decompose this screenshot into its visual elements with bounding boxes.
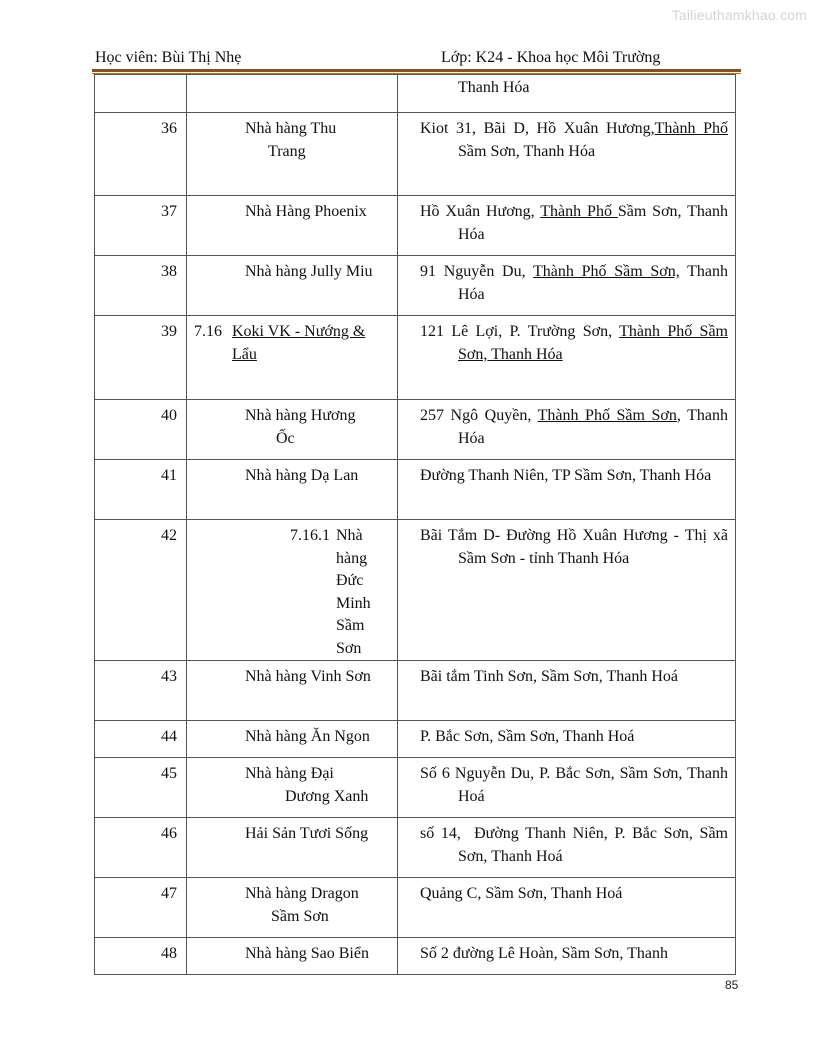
row-number: 42 <box>95 520 187 661</box>
row-number: 40 <box>95 400 187 460</box>
restaurant-address: Đường Thanh Niên, TP Sầm Sơn, Thanh Hóa <box>398 460 736 520</box>
table-row <box>95 758 736 818</box>
table-row <box>95 256 736 316</box>
table-row <box>95 520 736 661</box>
table-row <box>95 878 736 938</box>
table-row <box>95 196 736 256</box>
row-number <box>95 75 187 113</box>
restaurant-address: 257 Ngô Quyền, Thành Phố Sầm Sơn, Thanh Hóa <box>398 400 736 460</box>
restaurant-table <box>94 74 736 975</box>
restaurant-name: Nhà hàng Ăn Ngon <box>187 721 398 758</box>
restaurant-address: Bãi tắm Tinh Sơn, Sầm Sơn, Thanh Hoá <box>398 661 736 721</box>
header-rule-thick <box>92 69 741 72</box>
restaurant-address: Số 2 đường Lê Hoàn, Sầm Sơn, Thanh <box>398 938 736 975</box>
row-number: 36 <box>95 113 187 196</box>
table-row <box>95 113 736 196</box>
restaurant-address: số 14, Đường Thanh Niên, P. Bắc Sơn, Sầm Sơn, Thanh Hoá <box>398 818 736 878</box>
restaurant-link[interactable]: Lẩu <box>232 345 257 363</box>
watermark: Tailieuthamkhao.com <box>671 7 807 23</box>
restaurant-name: Nhà hàng Dragon Sầm Sơn <box>187 878 398 938</box>
row-number: 43 <box>95 661 187 721</box>
row-number: 39 <box>95 316 187 400</box>
student-name: Học viên: Bùi Thị Nhẹ <box>95 49 242 66</box>
table-row <box>95 316 736 400</box>
restaurant-address: Kiot 31, Bãi D, Hồ Xuân Hương,Thành Phố Sầm Sơn, Thanh Hóa <box>398 113 736 196</box>
row-number: 37 <box>95 196 187 256</box>
restaurant-name <box>187 75 398 113</box>
row-number: 47 <box>95 878 187 938</box>
restaurant-address: Quảng C, Sầm Sơn, Thanh Hoá <box>398 878 736 938</box>
restaurant-name <box>187 316 398 400</box>
page-header <box>95 49 735 69</box>
restaurant-name: 7.16.1 Nhà hàng Đức Minh Sầm Sơn <box>187 520 398 661</box>
table-row <box>95 818 736 878</box>
restaurant-address: P. Bắc Sơn, Sầm Sơn, Thanh Hoá <box>398 721 736 758</box>
restaurant-name: Nhà hàng Vinh Sơn <box>187 661 398 721</box>
row-number: 38 <box>95 256 187 316</box>
restaurant-address: Thanh Hóa <box>398 75 736 113</box>
restaurant-name: Nhà hàng Jully Miu <box>187 256 398 316</box>
page-number: 85 <box>725 978 739 992</box>
row-number: 41 <box>95 460 187 520</box>
restaurant-name: Nhà hàng Đại Dương Xanh <box>187 758 398 818</box>
restaurant-address: Số 6 Nguyễn Du, P. Bắc Sơn, Sầm Sơn, Thanh Hoá <box>398 758 736 818</box>
restaurant-name: Hải Sản Tươi Sống <box>187 818 398 878</box>
heading-number: 7.16 <box>194 323 222 340</box>
row-number: 44 <box>95 721 187 758</box>
row-number: 45 <box>95 758 187 818</box>
table-row <box>95 938 736 975</box>
row-number: 48 <box>95 938 187 975</box>
restaurant-name: Nhà hàng Hương Ốc <box>187 400 398 460</box>
table-row <box>95 75 736 113</box>
class-name: Lớp: K24 - Khoa học Môi Trường <box>441 49 661 66</box>
restaurant-name: Nhà hàng Dạ Lan <box>187 460 398 520</box>
table-row <box>95 460 736 520</box>
table-row <box>95 661 736 721</box>
restaurant-name: Nhà hàng Thu Trang <box>187 113 398 196</box>
restaurant-name: Nhà hàng Sao Biển <box>187 938 398 975</box>
heading-number: 7.16.1 <box>290 527 330 544</box>
restaurant-name: Nhà Hàng Phoenix <box>187 196 398 256</box>
row-number: 46 <box>95 818 187 878</box>
restaurant-address: 91 Nguyễn Du, Thành Phố Sầm Sơn, Thanh Hóa <box>398 256 736 316</box>
table-row <box>95 400 736 460</box>
restaurant-link[interactable]: Koki VK - Nướng & <box>232 323 366 340</box>
table-row <box>95 721 736 758</box>
restaurant-address: Bãi Tắm D- Đường Hồ Xuân Hương - Thị xã Sầm Sơn - tỉnh Thanh Hóa <box>398 520 736 661</box>
restaurant-address: 121 Lê Lợi, P. Trường Sơn, Thành Phố Sầm Sơn, Thanh Hóa <box>398 316 736 400</box>
restaurant-address: Hồ Xuân Hương, Thành Phố Sầm Sơn, Thanh Hóa <box>398 196 736 256</box>
